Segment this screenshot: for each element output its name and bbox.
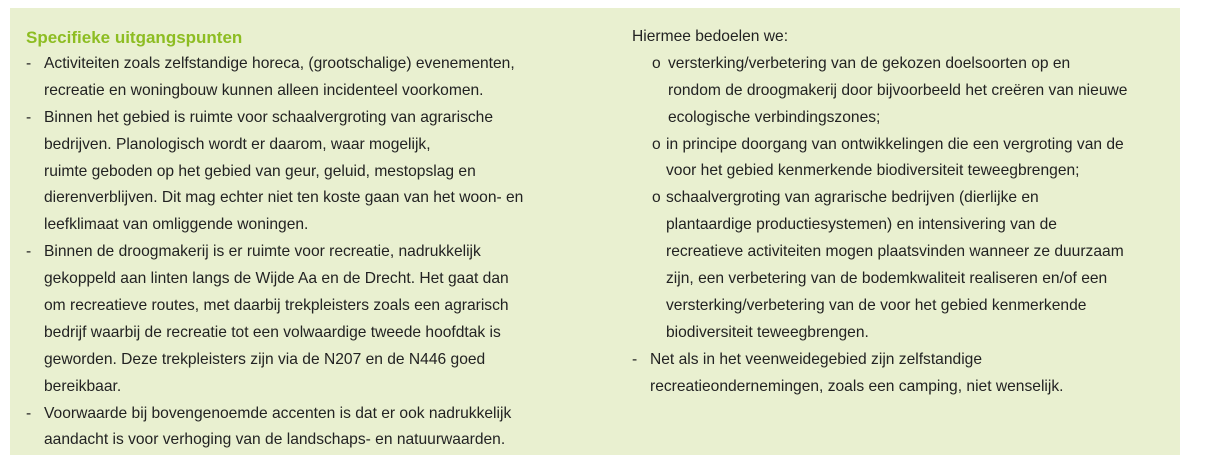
list-line [26, 320, 606, 347]
line-text: bedrijf waarbij de recreatie tot een volwaardige tweede hoofdtak is [44, 323, 501, 341]
list-line [26, 51, 606, 78]
list-line [632, 239, 1192, 266]
bullet-marker: o [652, 135, 661, 153]
bullet-marker: o [652, 189, 661, 207]
line-text: plantaardige productiesystemen) en intensivering van de [666, 216, 1057, 234]
line-text: biodiversiteit teweegbrengen. [666, 323, 869, 341]
list-line [632, 132, 1192, 159]
list-line [632, 347, 1192, 374]
line-text: rondom de droogmakerij door bijvoorbeeld het creëren van nieuwe [668, 81, 1128, 99]
bullet-marker: - [26, 55, 32, 72]
list-line [632, 320, 1192, 347]
list-line [26, 105, 606, 132]
bullet-list [632, 347, 1192, 401]
list-line [26, 374, 606, 401]
line-text: ruimte geboden op het gebied van geur, geluid, mestopslag en [44, 162, 476, 180]
right-column [632, 24, 1192, 400]
line-text: dierenverblijven. Dit mag echter niet ten koste gaan van het woon- en [44, 189, 524, 207]
line-text: bereikbaar. [44, 377, 122, 395]
list-line [26, 212, 606, 239]
list-line [632, 374, 1192, 401]
list-line [26, 266, 606, 293]
line-text: geworden. Deze trekpleisters zijn via de N207 en de N446 goed [44, 350, 486, 368]
left-column [26, 24, 606, 454]
list-item [26, 401, 606, 455]
list-item [632, 132, 1192, 186]
intro-text [632, 24, 1192, 51]
sub-bullet-list [632, 51, 1192, 347]
list-line [26, 293, 606, 320]
bullet-marker: - [26, 108, 32, 126]
list-line [632, 158, 1192, 185]
line-text: recreatie en woningbouw kunnen alleen incidenteel voorkomen. [44, 81, 484, 99]
line-text: recreatieve activiteiten mogen plaatsvinden wanneer ze duurzaam [666, 243, 1124, 261]
list-line [632, 51, 1192, 78]
list-line [26, 159, 606, 186]
bullet-marker: o [652, 54, 661, 72]
line-text: voor het gebied kenmerkende biodiversiteit teweegbrengen; [666, 162, 1080, 180]
list-line [26, 347, 606, 374]
bullet-marker: - [26, 243, 32, 261]
line-text: Activiteiten zoals zelfstandige horeca, (grootschalige) evenementen, [44, 55, 515, 72]
bullet-list [26, 51, 606, 454]
list-line [26, 132, 606, 159]
line-text: aandacht is voor verhoging van de landschaps- en natuurwaarden. [44, 431, 506, 449]
list-line [26, 78, 606, 105]
line-text: in principe doorgang van ontwikkelingen die een vergroting van de [666, 135, 1124, 153]
line-text: Binnen de droogmakerij is er ruimte voor recreatie, nadrukkelijk [44, 243, 481, 261]
line-text: leefklimaat van omliggende woningen. [44, 216, 309, 234]
line-text: versterking/verbetering van de voor het gebied kenmerkende [666, 296, 1087, 314]
line-text: gekoppeld aan linten langs de Wijde Aa en de Drecht. Het gaat dan [44, 270, 509, 288]
list-line [632, 105, 1192, 132]
line-text: zijn, een verbetering van de bodemkwaliteit realiseren en/of een [666, 270, 1108, 288]
line-text: ecologische verbindingszones; [668, 108, 881, 126]
line-text: Voorwaarde bij bovengenoemde accenten is dat er ook nadrukkelijk [44, 404, 512, 422]
list-item [26, 239, 606, 400]
info-panel [10, 8, 1180, 455]
list-line [26, 401, 606, 428]
line-text: versterking/verbetering van de gekozen doelsoorten op en [668, 54, 1071, 72]
list-line [26, 427, 606, 454]
list-item [632, 347, 1192, 401]
list-item [26, 51, 606, 105]
list-item [632, 185, 1192, 346]
line-text: Net als in het veenweidegebied zijn zelfstandige [650, 350, 983, 368]
bullet-marker: - [632, 350, 638, 368]
list-line [632, 212, 1192, 239]
list-line [26, 239, 606, 266]
list-line [26, 185, 606, 212]
list-item [26, 105, 606, 239]
list-line [632, 293, 1192, 320]
list-line [632, 185, 1192, 212]
line-text: schaalvergroting van agrarische bedrijven (dierlijke en [666, 189, 1039, 207]
bullet-marker: - [26, 404, 32, 422]
section-title: Specifieke uitgangspunten [26, 28, 243, 47]
intro-label: Hiermee bedoelen we: [632, 28, 789, 45]
line-text: Binnen het gebied is ruimte voor schaalvergroting van agrarische [44, 108, 494, 126]
list-item [632, 51, 1192, 132]
list-line [632, 266, 1192, 293]
line-text: recreatieondernemingen, zoals een camping, niet wenselijk. [650, 377, 1064, 395]
line-text: om recreatieve routes, met daarbij trekpleisters zoals een agrarisch [44, 297, 509, 315]
line-text: bedrijven. Planologisch wordt er daarom, waar mogelijk, [44, 135, 431, 153]
list-line [632, 78, 1192, 105]
